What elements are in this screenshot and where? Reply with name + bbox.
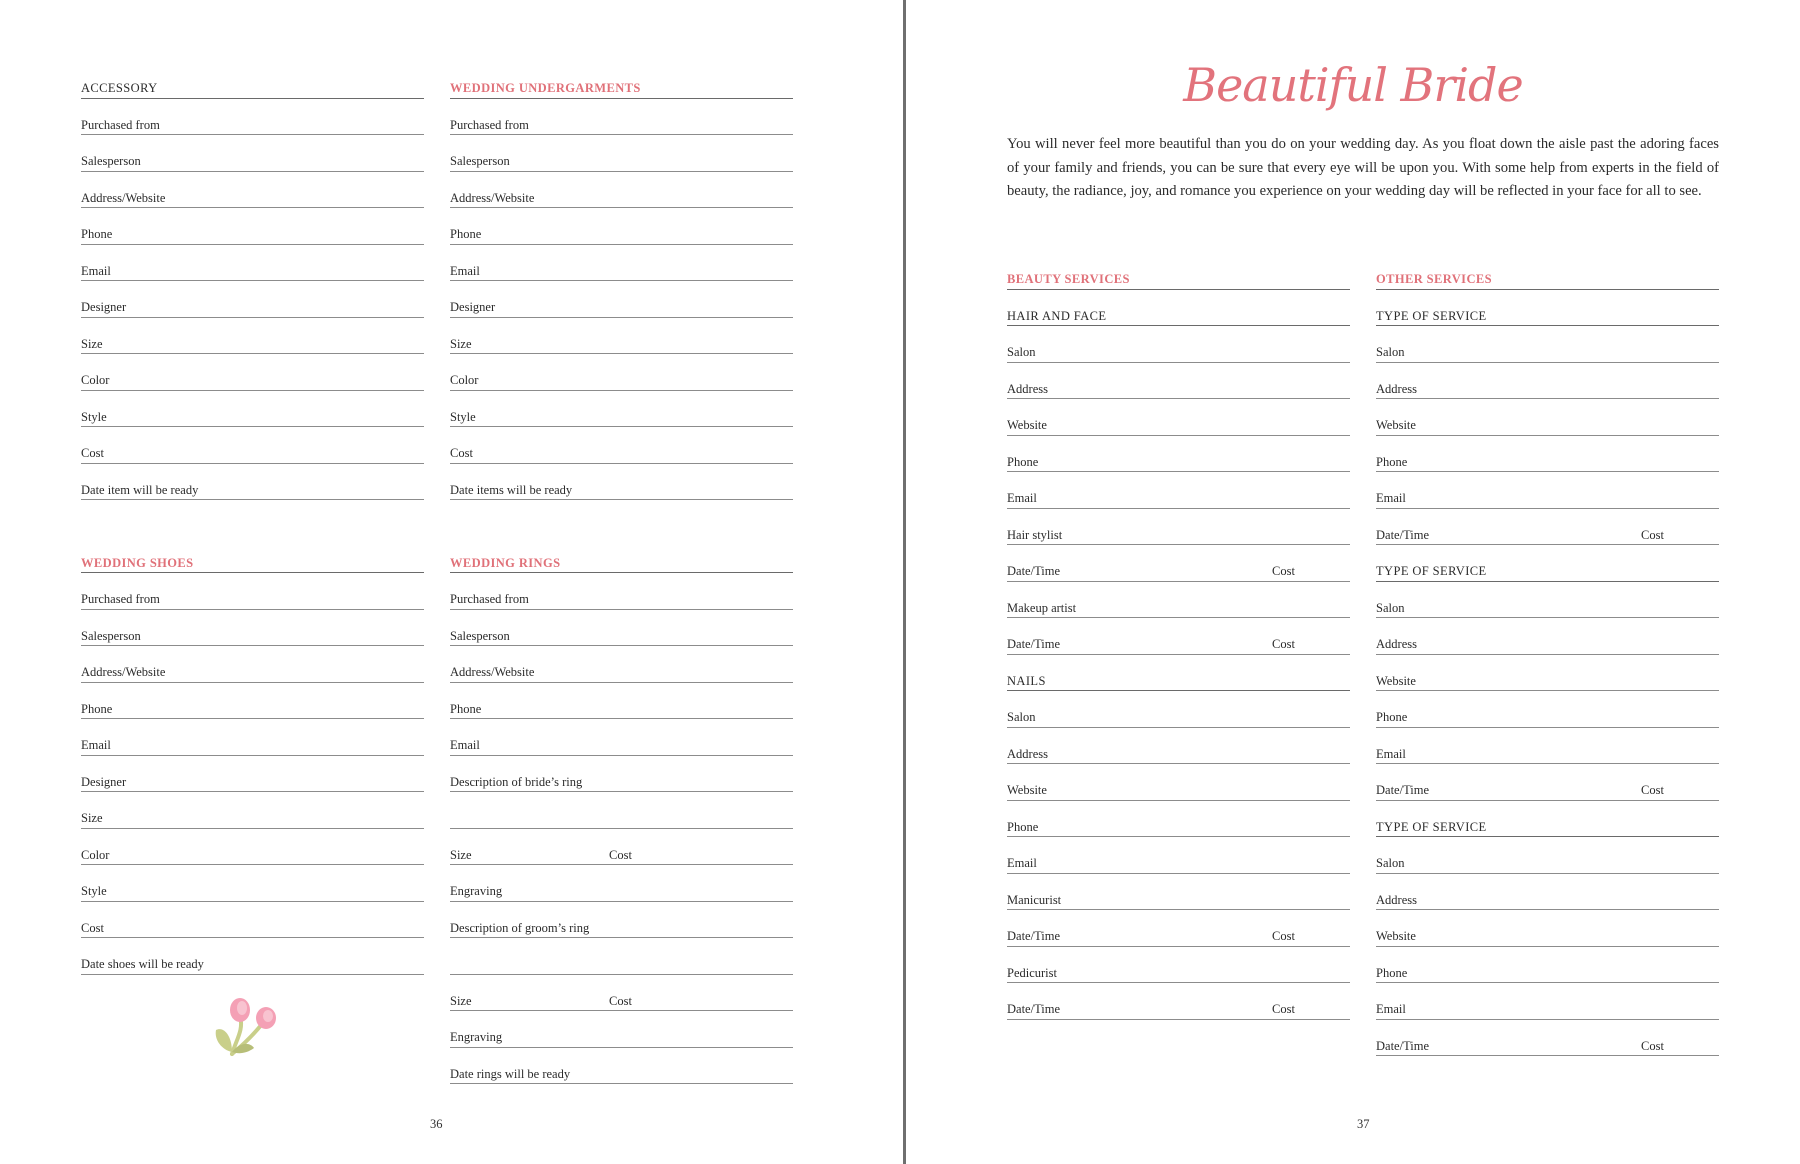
form-line[interactable]: [81, 756, 424, 793]
form-line[interactable]: [450, 99, 793, 136]
field-label: Email: [81, 738, 111, 752]
field-label: Date/Time: [1007, 564, 1061, 578]
form-line[interactable]: [81, 354, 424, 391]
form-line[interactable]: [450, 172, 793, 209]
form-line[interactable]: [81, 245, 424, 282]
form-line[interactable]: [1007, 947, 1350, 984]
field-label: Makeup artist: [1007, 600, 1077, 615]
page-title: Beautiful Bride: [1183, 58, 1523, 112]
field-label: Date/Time: [1376, 1038, 1430, 1053]
wedding-undergarments-heading: [450, 62, 793, 99]
cost-label: Cost: [1272, 929, 1295, 943]
form-line[interactable]: [1007, 509, 1350, 546]
field-label: Designer: [81, 774, 127, 789]
field-label: Email: [81, 263, 111, 278]
form-line[interactable]: [1376, 363, 1719, 400]
field-label: Color: [81, 373, 110, 387]
form-line[interactable]: [450, 208, 793, 245]
form-line[interactable]: [81, 281, 424, 318]
field-label: Salon: [1376, 345, 1405, 359]
form-line[interactable]: [1376, 509, 1719, 546]
field-label: Description of bride’s ring: [450, 774, 583, 789]
field-label: Website: [1376, 418, 1416, 432]
field-label: Phone: [450, 701, 482, 716]
form-line[interactable]: [81, 391, 424, 428]
form-line[interactable]: [450, 1011, 793, 1048]
field-label: Purchased from: [450, 592, 529, 606]
form-line[interactable]: [1376, 837, 1719, 874]
field-label: Engraving: [450, 1030, 503, 1044]
field-label: Date/Time: [1376, 783, 1430, 797]
field-label: Address: [1376, 637, 1417, 651]
field-label: Date items will be ready: [450, 482, 573, 497]
form-line[interactable]: [450, 354, 793, 391]
form-line[interactable]: [1376, 618, 1719, 655]
field-label: Hair stylist: [1007, 527, 1063, 542]
beauty-services-column: [1007, 253, 1350, 1020]
form-line[interactable]: [1376, 764, 1719, 801]
form-line[interactable]: [450, 464, 793, 501]
form-line[interactable]: [1007, 728, 1350, 765]
subsection-title: NAILS: [1007, 673, 1046, 688]
form-line[interactable]: [450, 683, 793, 720]
hair-and-face-heading: [1007, 290, 1350, 327]
form-line[interactable]: [81, 464, 424, 501]
form-line[interactable]: [1376, 947, 1719, 984]
form-line[interactable]: [450, 281, 793, 318]
form-line[interactable]: [81, 427, 424, 464]
field-label: Salon: [1376, 856, 1405, 870]
intro-paragraph: You will never feel more beautiful than you do on your wedding day. As you float down the aisle past the adoring faces of your family and friends, you can be sure that every eye will be upon you. With some help from experts in the field of beauty, the radiance, joy, and romance you experience on your wedding day will be reflected in your face for all to see.: [1007, 136, 1719, 199]
field-label: Size: [450, 336, 472, 351]
field-label: Email: [450, 263, 480, 278]
page-number: 37: [1357, 1117, 1370, 1131]
form-line[interactable]: [450, 865, 793, 902]
type-of-service-heading: [1376, 545, 1719, 582]
field-label: Purchased from: [81, 117, 160, 132]
field-label: Salesperson: [450, 154, 510, 168]
flower-icon: [210, 996, 290, 1060]
field-label: Pedicurist: [1007, 965, 1057, 980]
section-title: OTHER SERVICES: [1376, 272, 1492, 286]
form-line[interactable]: [1007, 618, 1350, 655]
field-label: Phone: [1376, 710, 1408, 724]
field-label: Date/Time: [1376, 527, 1430, 542]
field-label: Phone: [1007, 454, 1039, 469]
field-label: Address/Website: [450, 665, 535, 679]
form-line[interactable]: [1007, 472, 1350, 509]
field-label: Address: [1007, 746, 1048, 761]
section-title: WEDDING UNDERGARMENTS: [450, 81, 641, 95]
form-line[interactable]: [1007, 545, 1350, 582]
field-label: Salesperson: [81, 628, 141, 643]
form-line[interactable]: [1007, 582, 1350, 619]
beauty-services-heading: [1007, 253, 1350, 290]
form-line[interactable]: [450, 975, 793, 1012]
accessory-heading: [81, 62, 424, 99]
section-title: BEAUTY SERVICES: [1007, 272, 1130, 286]
wedding-shoes-heading: [81, 537, 424, 574]
subsection-title: HAIR AND FACE: [1007, 308, 1107, 323]
section-title: WEDDING RINGS: [450, 555, 561, 570]
form-line[interactable]: [1007, 436, 1350, 473]
cost-label: Cost: [609, 993, 632, 1008]
field-label: Address: [1376, 892, 1417, 907]
form-line-blank[interactable]: [450, 792, 793, 829]
field-label: Size: [81, 811, 103, 825]
field-label: Size: [450, 847, 472, 862]
subsection-title: TYPE OF SERVICE: [1376, 819, 1487, 834]
form-line[interactable]: [1376, 655, 1719, 692]
field-label: Description of groom’s ring: [450, 920, 590, 935]
subsection-title: TYPE OF SERVICE: [1376, 564, 1487, 578]
form-line[interactable]: [81, 646, 424, 683]
form-line[interactable]: [81, 610, 424, 647]
field-label: Date/Time: [1007, 637, 1061, 651]
field-label: Email: [1007, 491, 1037, 505]
field-label: Manicurist: [1007, 892, 1062, 907]
nails-heading: [1007, 655, 1350, 692]
field-label: Date/Time: [1007, 929, 1061, 943]
field-label: Designer: [450, 300, 496, 314]
form-line[interactable]: [81, 172, 424, 209]
form-line[interactable]: [1007, 399, 1350, 436]
form-line[interactable]: [81, 792, 424, 829]
page-number: 36: [430, 1117, 443, 1131]
field-label: Email: [1007, 856, 1037, 870]
form-line[interactable]: [1376, 472, 1719, 509]
form-line[interactable]: [81, 318, 424, 355]
type-of-service-heading: [1376, 290, 1719, 327]
subsection-title: TYPE OF SERVICE: [1376, 308, 1487, 323]
form-line[interactable]: [450, 646, 793, 683]
wedding-rings-heading: [450, 537, 793, 574]
cost-label: Cost: [1272, 1002, 1295, 1016]
field-label: Address: [1007, 381, 1048, 396]
form-line[interactable]: [1007, 363, 1350, 400]
field-label: Size: [81, 336, 103, 351]
field-label: Phone: [1007, 819, 1039, 834]
cost-label: Cost: [1641, 527, 1664, 542]
field-label: Phone: [450, 227, 482, 241]
form-line[interactable]: [1376, 326, 1719, 363]
field-label: Salon: [1376, 600, 1405, 615]
form-line[interactable]: [81, 208, 424, 245]
form-line[interactable]: [1376, 1020, 1719, 1057]
field-label: Cost: [450, 446, 473, 460]
form-line[interactable]: [450, 318, 793, 355]
section-title: ACCESSORY: [81, 81, 158, 95]
field-label: Purchased from: [81, 592, 160, 606]
form-line[interactable]: [450, 245, 793, 282]
field-label: Website: [1376, 673, 1416, 688]
form-line[interactable]: [1376, 691, 1719, 728]
field-label: Email: [450, 738, 480, 752]
field-label: Email: [1376, 1002, 1406, 1016]
field-label: Designer: [81, 300, 127, 314]
form-line[interactable]: [81, 573, 424, 610]
form-line[interactable]: [81, 938, 424, 975]
cost-label: Cost: [1272, 637, 1295, 651]
field-label: Style: [81, 409, 107, 424]
field-label: Engraving: [450, 884, 503, 898]
form-line[interactable]: [1007, 983, 1350, 1020]
field-label: Date item will be ready: [81, 482, 199, 497]
field-label: Address/Website: [81, 665, 166, 679]
cost-label: Cost: [1272, 564, 1295, 578]
form-line[interactable]: [1376, 582, 1719, 619]
field-label: Date shoes will be ready: [81, 957, 204, 971]
form-line[interactable]: [450, 1048, 793, 1085]
field-label: Address: [1376, 381, 1417, 396]
form-line[interactable]: [1007, 910, 1350, 947]
form-line[interactable]: [450, 756, 793, 793]
form-line[interactable]: [1007, 874, 1350, 911]
form-line[interactable]: [450, 902, 793, 939]
cost-label: Cost: [1641, 783, 1664, 797]
form-line[interactable]: [450, 719, 793, 756]
field-label: Date/Time: [1007, 1002, 1061, 1016]
field-label: Address/Website: [450, 190, 535, 205]
field-label: Phone: [1376, 454, 1408, 469]
form-line[interactable]: [1376, 874, 1719, 911]
field-label: Style: [450, 409, 476, 424]
form-line[interactable]: [1007, 326, 1350, 363]
form-line[interactable]: [1007, 837, 1350, 874]
field-label: Salesperson: [450, 628, 510, 643]
form-line[interactable]: [450, 573, 793, 610]
form-line[interactable]: [1376, 399, 1719, 436]
form-line[interactable]: [81, 99, 424, 136]
field-label: Style: [81, 884, 107, 898]
form-line[interactable]: [81, 683, 424, 720]
field-label: Phone: [81, 701, 113, 716]
form-line[interactable]: [1007, 691, 1350, 728]
type-of-service-heading: [1376, 801, 1719, 838]
field-label: Cost: [81, 446, 104, 460]
field-label: Cost: [81, 920, 104, 935]
other-services-heading: [1376, 253, 1719, 290]
field-label: Website: [1007, 418, 1047, 432]
field-label: Salon: [1007, 345, 1036, 359]
cost-label: Cost: [1641, 1038, 1664, 1053]
form-line[interactable]: [1376, 983, 1719, 1020]
section-title: WEDDING SHOES: [81, 555, 194, 570]
form-line[interactable]: [81, 135, 424, 172]
form-line[interactable]: [1376, 910, 1719, 947]
field-label: Date rings will be ready: [450, 1066, 571, 1081]
field-label: Salon: [1007, 710, 1036, 724]
field-label: Phone: [81, 227, 113, 241]
form-line[interactable]: [81, 865, 424, 902]
form-line[interactable]: [1376, 728, 1719, 765]
right-page: [906, 0, 1800, 1164]
form-line[interactable]: [81, 902, 424, 939]
left-column-2: [450, 62, 793, 1084]
field-label: Address/Website: [81, 190, 166, 205]
field-label: Color: [81, 847, 110, 862]
field-label: Email: [1376, 746, 1406, 761]
field-label: Purchased from: [450, 117, 529, 132]
field-label: Phone: [1376, 965, 1408, 980]
form-line[interactable]: [450, 829, 793, 866]
field-label: Website: [1376, 929, 1416, 943]
form-line-blank[interactable]: [450, 938, 793, 975]
form-line[interactable]: [1007, 764, 1350, 801]
other-services-column: [1376, 253, 1719, 1056]
field-label: Salesperson: [81, 154, 141, 168]
field-label: Size: [450, 993, 472, 1008]
field-label: Email: [1376, 491, 1406, 505]
field-label: Website: [1007, 783, 1047, 797]
form-line[interactable]: [450, 135, 793, 172]
form-line[interactable]: [450, 391, 793, 428]
form-line[interactable]: [450, 427, 793, 464]
field-label: Color: [450, 373, 479, 387]
form-line[interactable]: [450, 610, 793, 647]
form-line[interactable]: [1376, 436, 1719, 473]
form-line[interactable]: [1007, 801, 1350, 838]
cost-label: Cost: [609, 847, 632, 862]
form-line[interactable]: [81, 719, 424, 756]
left-column-1: [81, 62, 424, 975]
form-line[interactable]: [81, 829, 424, 866]
